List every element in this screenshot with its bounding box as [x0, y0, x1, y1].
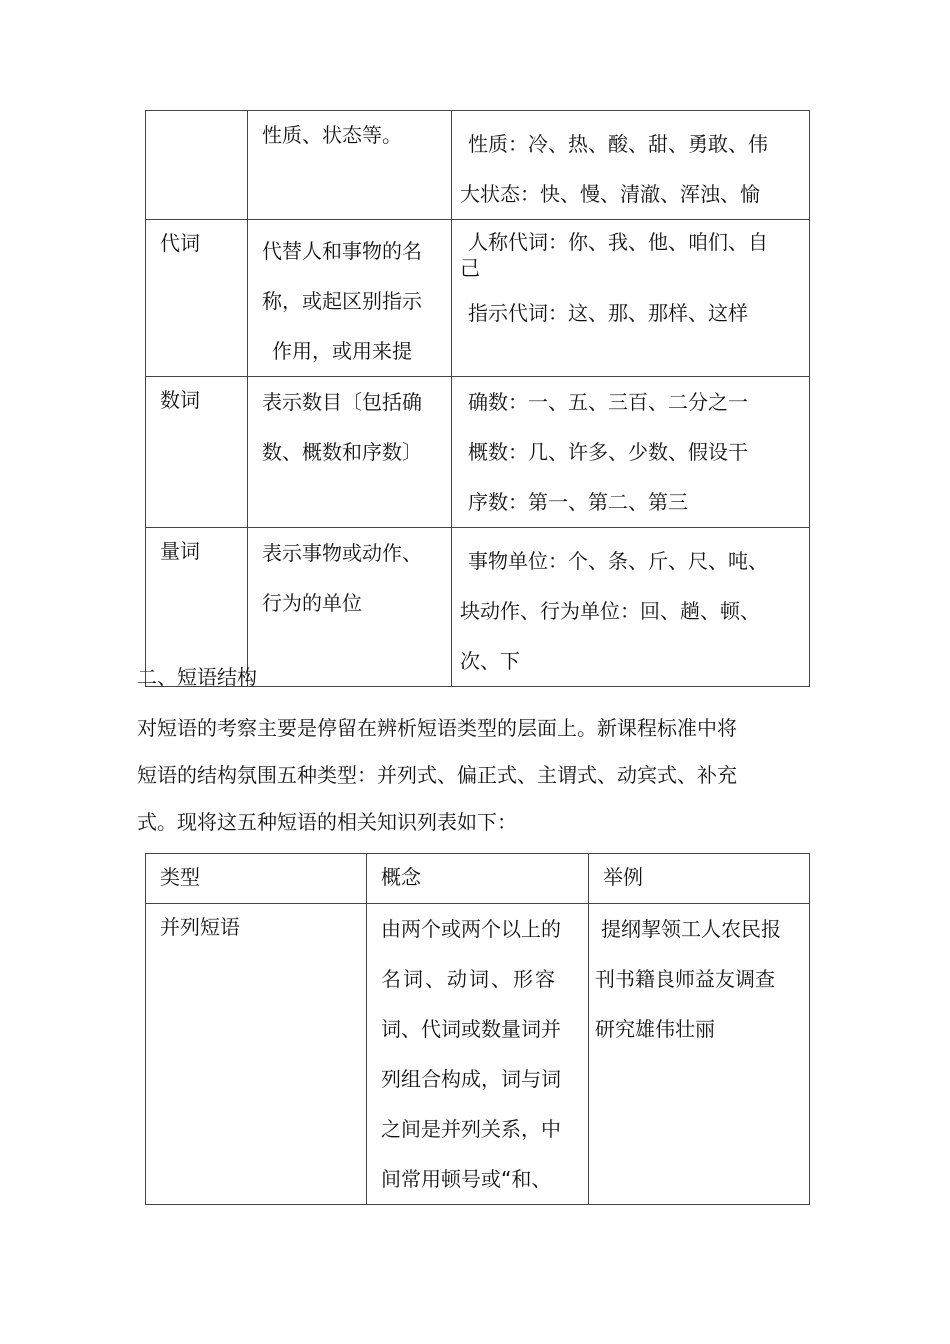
- meaning-line: 行为的单位: [262, 591, 362, 615]
- example-line: 性质：冷、热、酸、甜、勇敢、伟: [468, 132, 768, 156]
- word-class-examples-cell: [452, 111, 810, 220]
- meaning-line: 表示事物或动作、: [262, 541, 422, 565]
- word-class-name: 代词: [160, 231, 200, 255]
- meaning-line: 表示数目〔包括确: [262, 390, 422, 414]
- word-class-table: [145, 110, 810, 687]
- example-line: 确数：一、五、三百、二分之一: [468, 390, 748, 414]
- header-example: 举例: [603, 865, 643, 889]
- table-header-row: [146, 854, 810, 904]
- word-class-meaning-cell: [248, 220, 452, 377]
- paragraph-line: 对短语的考察主要是停留在辨析短语类型的层面上。新课程标准中将: [137, 716, 737, 740]
- section-heading: 二、短语结构: [137, 665, 257, 689]
- paragraph-line: 式。现将这五种短语的相关知识列表如下：: [137, 810, 517, 834]
- example-line: 刊书籍良师益友调查: [595, 967, 775, 991]
- word-class-name: 数词: [160, 388, 200, 412]
- word-class-name: [146, 111, 247, 119]
- paragraph-line: 短语的结构氛围五种类型：并列式、偏正式、主谓式、动宾式、补充: [137, 763, 737, 787]
- intro-paragraph: [137, 705, 817, 846]
- phrase-type: 并列短语: [160, 915, 240, 939]
- header-cell: [367, 854, 589, 904]
- word-class-examples-cell: [452, 377, 810, 528]
- phrase-type-cell: [146, 904, 367, 1205]
- header-concept: 概念: [381, 865, 421, 889]
- word-class-name-cell: [146, 377, 248, 528]
- meaning-line: 数、概数和序数〕: [262, 440, 422, 464]
- concept-line: 之间是并列关系，中: [381, 1117, 561, 1141]
- header-type: 类型: [160, 865, 200, 889]
- example-line: 序数：第一、第二、第三: [468, 490, 688, 514]
- meaning-line: 性质、状态等。: [262, 123, 402, 147]
- concept-line: 列组合构成，词与词: [381, 1067, 561, 1091]
- example-line: 己: [460, 256, 480, 280]
- word-class-meaning-cell: [248, 377, 452, 528]
- word-class-examples-cell: [452, 220, 810, 377]
- phrase-structure-table: [145, 853, 810, 1205]
- concept-line: 词、代词或数量词并: [381, 1017, 561, 1041]
- table-row: [146, 111, 810, 220]
- word-class-name-cell: [146, 111, 248, 220]
- example-line: 块动作、行为单位：回、趟、顿、: [460, 599, 760, 623]
- example-line: 大状态：快、慢、清澈、浑浊、愉: [460, 182, 760, 206]
- example-line: 提纲挈领工人农民报: [601, 917, 781, 941]
- example-line: 研究雄伟壮丽: [595, 1017, 715, 1041]
- meaning-line: 代替人和事物的名: [262, 239, 422, 263]
- example-line: 概数：几、许多、少数、假设干: [468, 440, 748, 464]
- word-class-meaning-cell: [248, 111, 452, 220]
- meaning-line: 作用，或用来提: [272, 339, 412, 363]
- phrase-concept-cell: [367, 904, 589, 1205]
- example-line: 指示代词：这、那、那样、这样: [468, 301, 748, 325]
- header-cell: [589, 854, 810, 904]
- word-class-name: 量词: [160, 539, 200, 563]
- example-line: 人称代词：你、我、他、咱们、自: [468, 230, 768, 254]
- phrase-example-cell: [589, 904, 810, 1205]
- concept-line: 间常用顿号或“和、: [381, 1167, 552, 1191]
- table-row: [146, 220, 810, 377]
- concept-line: 由两个或两个以上的: [381, 917, 561, 941]
- word-class-name-cell: [146, 220, 248, 377]
- example-line: 次、下: [460, 649, 520, 673]
- concept-line: 名词、动词、形容: [381, 967, 557, 991]
- header-cell: [146, 854, 367, 904]
- example-line: 事物单位：个、条、斤、尺、吨、: [468, 549, 768, 573]
- table-row: [146, 377, 810, 528]
- meaning-line: 称，或起区别指示: [262, 289, 422, 313]
- table-row: [146, 904, 810, 1205]
